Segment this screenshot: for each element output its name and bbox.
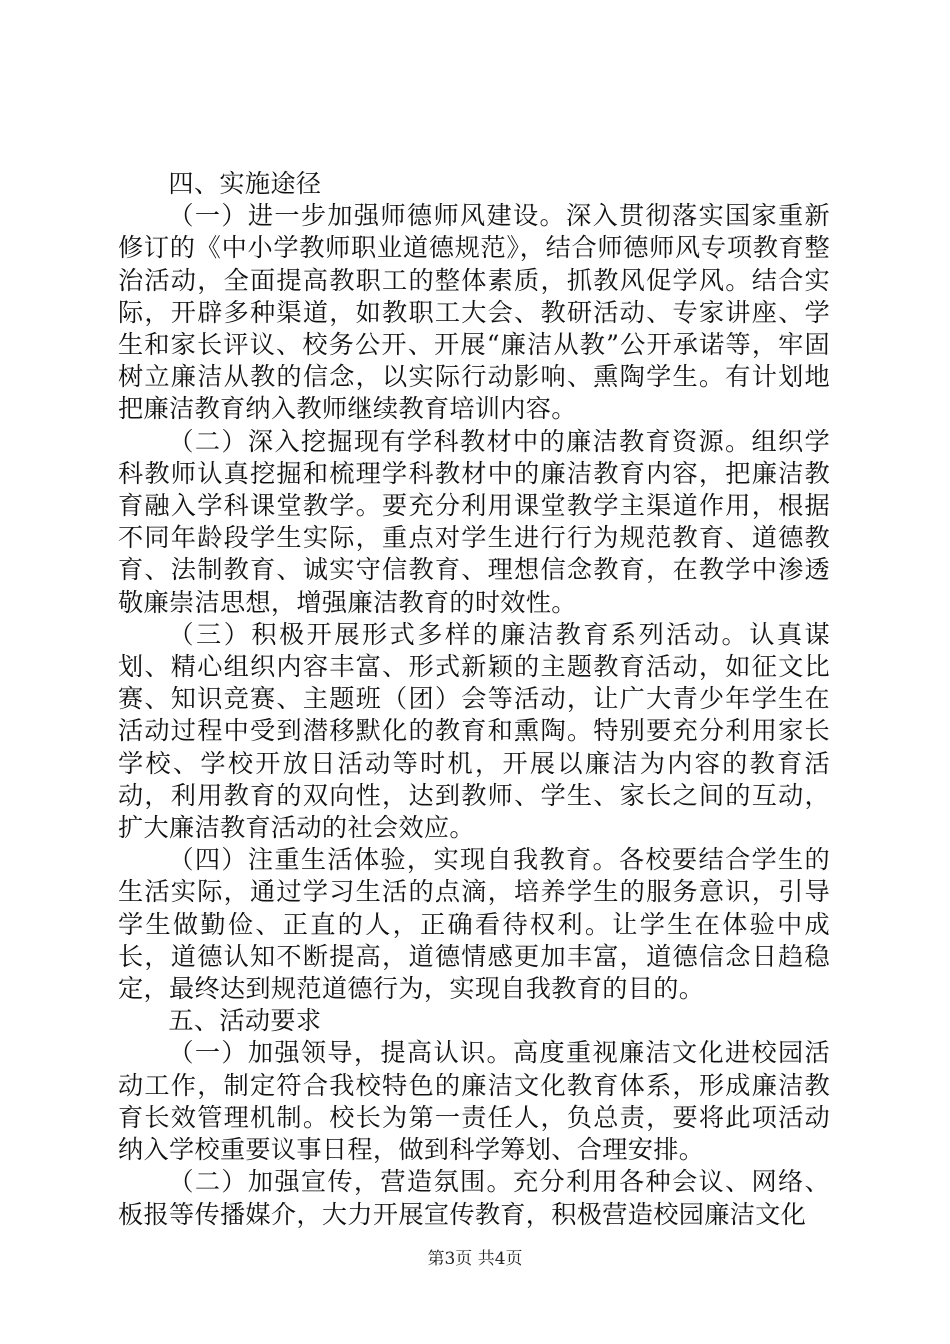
document-body <box>118 168 830 1231</box>
page-footer <box>0 1244 950 1269</box>
paragraph-education-activities: （三）积极开展形式多样的廉洁教育系列活动。认真谋划、精心组织内容丰富、形式新颖的主题教育活动，如征文比赛、知识竞赛、主题班（团）会等活动，让广大青少年学生在活动过程中受到潜移默化的教育和熏陶。特别要充分利用家长学校、学校开放日活动等时机，开展以廉洁为内容的教育活动，利用教育的双向性，达到教师、学生、家长之间的互动，扩大廉洁教育活动的社会效应。 <box>118 619 830 843</box>
page-number: 第3页 共4页 <box>427 1249 523 1269</box>
paragraph-publicity: （二）加强宣传，营造氛围。充分利用各种会议、网络、板报等传播媒介，大力开展宣传教育，积极营造校园廉洁文化 <box>118 1167 830 1229</box>
paragraph-textbook-resources: （二）深入挖掘现有学科教材中的廉洁教育资源。组织学科教师认真挖掘和梳理学科教材中的廉洁教育内容，把廉洁教育融入学科课堂教学。要充分利用课堂教学主渠道作用，根据不同年龄段学生实际，重点对学生进行行为规范教育、道德教育、法制教育、诚实守信教育、理想信念教育，在教学中渗透敬廉崇洁思想，增强廉洁教育的时效性。 <box>118 426 830 617</box>
paragraph-teacher-ethics: （一）进一步加强师德师风建设。深入贯彻落实国家重新修订的《中小学教师职业道德规范》，结合师德师风专项教育整治活动，全面提高教职工的整体素质，抓教风促学风。结合实际，开辟多种渠道，如教职工大会、教研活动、专家讲座、学生和家长评议、校务公开、开展“廉洁从教”公开承诺等，牢固树立廉洁从教的信念，以实际行动影响、熏陶学生。有计划地把廉洁教育纳入教师继续教育培训内容。 <box>118 201 830 424</box>
section-heading-requirements: 五、活动要求 <box>168 1006 322 1036</box>
paragraph-leadership: （一）加强领导，提高认识。高度重视廉洁文化进校园活动工作，制定符合我校特色的廉洁文化教育体系，形成廉洁教育长效管理机制。校长为第一责任人，负总责，要将此项活动纳入学校重要议事日程，做到科学筹划、合理安排。 <box>118 1038 830 1165</box>
paragraph-life-experience: （四）注重生活体验，实现自我教育。各校要结合学生的生活实际，通过学习生活的点滴，培养学生的服务意识，引导学生做勤俭、正直的人，正确看待权利。让学生在体验中成长，道德认知不断提高，道德情感更加丰富，道德信念日趋稳定，最终达到规范道德行为，实现自我教育的目的。 <box>118 845 830 1004</box>
section-heading-implementation: 四、实施途径 <box>168 169 322 198</box>
